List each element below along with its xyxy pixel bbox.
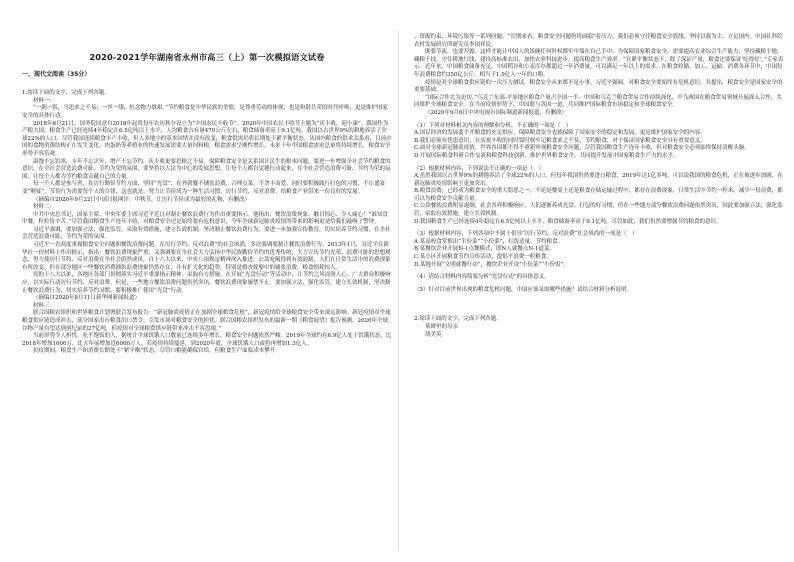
right-column-paragraph: 既要节流，也要开源。这样才能让中国人的饭碗任何时候都牢牢端在自己手中。为保障国家粮食安全，需要提高农业综合生产能力，坚持藏粮于地、藏粮于技，守住耕地红线、建设高标准农田，加快农业科技进步，提高粮食生产效率。“在紧平衡状态下，除了保证产量，粮食还要保证‘吃得好’。”专家表示。近年来，中国粮食储备充足，中国稻谷和小麦库存都超过一年消费量，可以满足一年以上的需求。在粮食收储、加工、运输、消费各环节中，中国每年浪费粮食约350亿公斤，相当于1.9亿人一年的口粮。 [414,49,784,78]
left-column-paragraph: 2018年6月21日，国务院同意自2018年起将每年农历秋分设立为“中国农民丰收节”。2020年中国农民丰收节主题为“庆丰收，迎小康”。我国作为产粮大国，粮食生产已经连续4年稳定在6.5亿吨以上水平，人均粮食占有量470公斤左右，粮食储备率高于9.1亿吨。我国以占世界9%的耕地养活了全球22%的人口，尽管我国连续粮食丰产丰收，但人多地少的基本国情并没有改变，粮食供需仍将长期处于紧平衡状态。从国内粮食的供求关系看，目前中国的食物消费结构正在发生变化，肉蛋奶等养殖业的快速发展需要大量饲料粮，粮食需求呈刚性增长。未来十年中国粮食需求总量将持续增长，粮食安全形势不容乐观。 [22,120,392,157]
left-column-paragraph: 当前形势令人担忧。吃不饱饭的人，据统计全球饥饿人口数量已连续多年增长，粮食安全问题依然严峻。2019年全球约有6.9亿人处于饥饿状态，比2018年增加1000万，比五年前增加近6000万人。若疫情持续蔓延，到2020年底，全球饥饿人口或将再增加1.3亿人。 [22,333,392,347]
right-column-body [414,34,784,339]
left-column-paragraph: 抗疫期间，粮食生产和消费长期处于“紧平衡”状态，尽管口粮能确保自给，但粮食生产面临成本攀升 [33,348,276,355]
left-column-paragraph: （摘编自2020年8月11日新华网新闻报道） [33,295,140,302]
right-column-paragraph: 胡美英 [425,331,442,338]
right-column-paragraph: 墓碑里的母亲 [425,324,459,330]
left-column-paragraph: 每一个人都是参与者，在厉行勤俭节约方面，坚持“光盘”，在外就餐不铺张浪费，合理点菜，不贪丰而爱，同时要积极践行打包的习惯，不让盛宴变“剩宴”，节俭行为需要每个人的自律，这也就是，努力让节俭成为一种生活习惯，厉行节约，反对浪费，给粮食产业带来一份良好的发展。 [22,181,386,195]
right-column [414,34,784,339]
right-column-paragraph: 疫情是对全球粮食供应链的一次压力测试，粮食安全从来都不是小事。习近平强调，对粮食安全要始终有危机意识，并提出，粮食安全是国家安全的重要基础。 [414,79,783,94]
left-column [22,34,392,356]
right-column-paragraph: C.公款餐饮浪费明显遏制，社会各界积极响应，人们逐渐养成光盘、打包的好习惯，但在一些地方部分餐饮浪费问题依然突出，因此要加强立法，强化监管，采取有效措施，建立长效机制。 [414,203,783,218]
right-column-paragraph: （4）请结合材料内容简要分析“光盘行动”的具体意义。 [414,274,550,281]
left-column-paragraph: 习近平一直高度重视粮食安全问题和餐饮浪费问题，在厉行节约、反对浪费“的社会风尚，多次强调要制止餐饮浪费行为。2013年1月，习近平在新华社一份材料上作出批示，指出：餐饮浪费现象严重，又强调要在全社会大力弘扬中华民族勤俭节约的优秀传统，大力宣传节约光荣、浪费可耻的思想观念，努力使厉行节约、反对浪费在全社会蔚然成风。自十八大以来，中央八项规定精神深入推进，公款吃喝得到有效遏制，人们在日常生活中的浪费现象有所改变，但在部分地区一些餐饮消费铺张浪费现象仍然存在，并有扩大化的趋势，特别是婚丧嫁娶中的铺张浪费，粮食损耗惊人。 [22,242,391,271]
left-column-paragraph: 党的十八大以来，各地区各部门贯彻落实习近平重要指示精神，采取有力措施。在开展“光盘行动”等活动中，让节约之风浸润人心。广大群众积极响应，以实际行动厉行节约、反对浪费。但是，一些地方餐饮浪费问题仍然突出，餐饮浪费现象屡禁不止。要加强立法，强化监管，建立长效机制，坚决制止餐饮浪费行为，切实培养节约习惯，要积极推广使用“光盘”行动。 [22,272,391,294]
left-column-paragraph: 习近平强调，要加强立法，强化监管，采取有效措施，建立长效机制，坚决制止餐饮浪费行为，要进一步加强宣传教育，切实培养节约习惯，在全社会营造浪费可耻、节约为荣的氛围。 [22,226,391,241]
right-column-paragraph: （2020年9月6日中央电视台国际频道新闻报道，有删改） [425,109,567,116]
left-column-paragraph: 材料三： [33,302,56,309]
right-column-paragraph [414,294,784,316]
right-column-paragraph: D.开展国际粮食科研合作交流和粮食科技创新，维护世界粮食安全，共同提升发展中国家粮食生产力的水平。 [414,152,679,159]
column-divider [398,30,399,550]
left-column-paragraph: （摘编自2020年9月22日中国日报网评：中秋节，让厉行节俭成为最好的礼物，有删改） [33,196,250,203]
right-column-paragraph: 、资源约束、环境污染等一系列问题。“长期来看，粮食安全问题仍将面临”着压力，我们必须守住粮食安全底线，坚持以我为主、立足国内。中国社科院农村发展研究所研究员李国祥说。 [414,34,783,48]
left-column-paragraph: “一粥一饭，当思来之不易；一丝一缕，恒念物力维艰。”节约粮食是中华民族的美德，是尊重劳动的体现，也是和谐共荣的时代呼唤，更是维护国家安全的具体行动。 [22,105,388,119]
right-column-paragraph: （5）针对目前世界出现的粮食危机问题，中国应该采取哪些措施？请结合材料分析说明。 [414,286,633,293]
right-column-paragraph: （3）根据材料内容，下列各项中不属于倡导“厉行节约，反对浪费”社会风尚的一项是（ ） [414,231,638,238]
right-column-paragraph: A.某高校食堂推出“半份菜”“小份菜”，打饭适量，节约粮食。 [414,238,563,245]
right-column-paragraph: C.某小区开展粮食节约宣传活动，提倡不浪费一粒粮食。 [414,254,552,261]
left-column-paragraph: 温饱不忘饥寒，丰年不忘灾年，增产不忘节约，庆丰收更要思粮之不易。保障粮食安全是关系国计民生的根本问题，要进一步增强全社会节约粮食的意识，在全社会营造浪费可耻、节约为荣的氛围，要坚持以人民为中心的发展思想，让每个人都自觉地行动起来，在全社会营造浪费可耻、节约为荣的氛围，让每个人都为节约粮食贡献自己的力量。 [22,158,391,180]
left-column-paragraph: 材料二： [33,204,56,211]
left-column-paragraph: 1.阅读下面的文字，完成下列各题。 [22,90,110,97]
left-column-body [22,90,392,356]
right-column-paragraph: 2.阅读下面的文字，完成下列各题。 [414,316,502,323]
exam-title: 2020-2021学年湖南省永州市高三（上）第一次模拟语文试卷 [89,52,325,62]
left-column-paragraph: 中共中央总书记、国家主席、中央军委主席习近平近日对制止餐饮浪费行为作出重要指示。他指出，餐饮浪费现象，触目惊心、令人痛心！“谁知盘中餐，粒粒皆辛苦。”尽管我国粮食生产连年丰收，对粮食安全还是始终要有危机意识，今年全球新冠肺炎疫情所带来的影响更是给我们敲响了警钟。 [22,211,388,226]
left-column-paragraph: 材料一： [33,97,56,104]
right-column-paragraph: （1）下列对材料相关内容的理解和分析，不正确的一项是（ ） [414,122,572,129]
section-heading: 一、现代文阅读（35分） [22,70,91,78]
right-column-paragraph: B.某餐饮企业开展N-1点餐模式，即N人就餐点N-1道菜。 [414,246,555,253]
right-column-paragraph: B.粮食浪费，已经成为粮食安全的重大隐患之一，不论是餐桌上还是粮食存储运输过程中，都存在浪费现象，日常生活中节约一粒米，减少一份浪费，都可以为粮食安全贡献力量。 [414,188,783,202]
right-column-paragraph: （2）根据材料内容，下列说法不正确的一项是（ ） [414,165,545,172]
right-column-paragraph: C.面对全球新冠肺炎疫情，世界各国都不得不重新审视粮食安全问题，尽管我国粮食生产连年丰收，但对粮食安全必须始终保持清醒头脑。 [414,145,750,152]
right-column-paragraph: B.我们必须有忧患意识，在庆祝丰收的同时要时刻牢记粮食来之不易，节约粮食，对于保证国家粮食安全具有重要意义。 [414,137,706,144]
left-column-paragraph: 联合国粮农组织和世界粮食计划署联合发布报告：“新冠肺炎疫情正在加剧全球粮食危机”，新冠疫情给全球粮食安全带来深远影响。新冠疫情对全球粮食供应链造成冲击，部分国家出台粮食出口禁令，引发市场对粮食安全的担忧。联合国粮农组织发布的最新一期《粮食展望》报告预测，2020年全球谷物产量有望达到创纪录的27亿吨，但疫情对全球粮食供应链带来冲击不容忽视。” [22,310,391,332]
right-column-paragraph: D.某地开展“文明就餐行动”，餐饮企业开设“小份菜”“小份饭”。 [414,261,569,268]
right-column-paragraph: A.国民经济的发展离不开粮食的充足供应，保障粮食安全也就保障了国家安全的稳定和发展，更是维护国家安全的内容。 [414,130,706,137]
right-column-paragraph: A.虽然我国以占世界9%的耕地养活了全球22%的人口，但每年我国仍然要进口粮食，2019年达1亿多吨，可以说我国的粮食危机，正在被逐步加剧，在新冠肺炎疫情影响下更加突出。 [414,173,783,187]
right-column-paragraph: D.我国粮食生产已经连续4年稳定在6.5亿吨以上水平，粮食储备率高于9.1亿吨，尽管如此，我们仍然要增强节约粮食的意识。 [414,218,722,225]
right-column-paragraph: “国际合作尤为迫切。”乌克兰东部-平原地区粮食产量占全国一半。中国和乌克兰粮食贸易合作持续深化，中乌两国在粮食贸易领域开展深入合作，共同维护全球粮食安全。在当前疫情形势下，中国愿与各国一道，共同维护国际粮食市场稳定和全球粮食安全。 [414,94,782,109]
